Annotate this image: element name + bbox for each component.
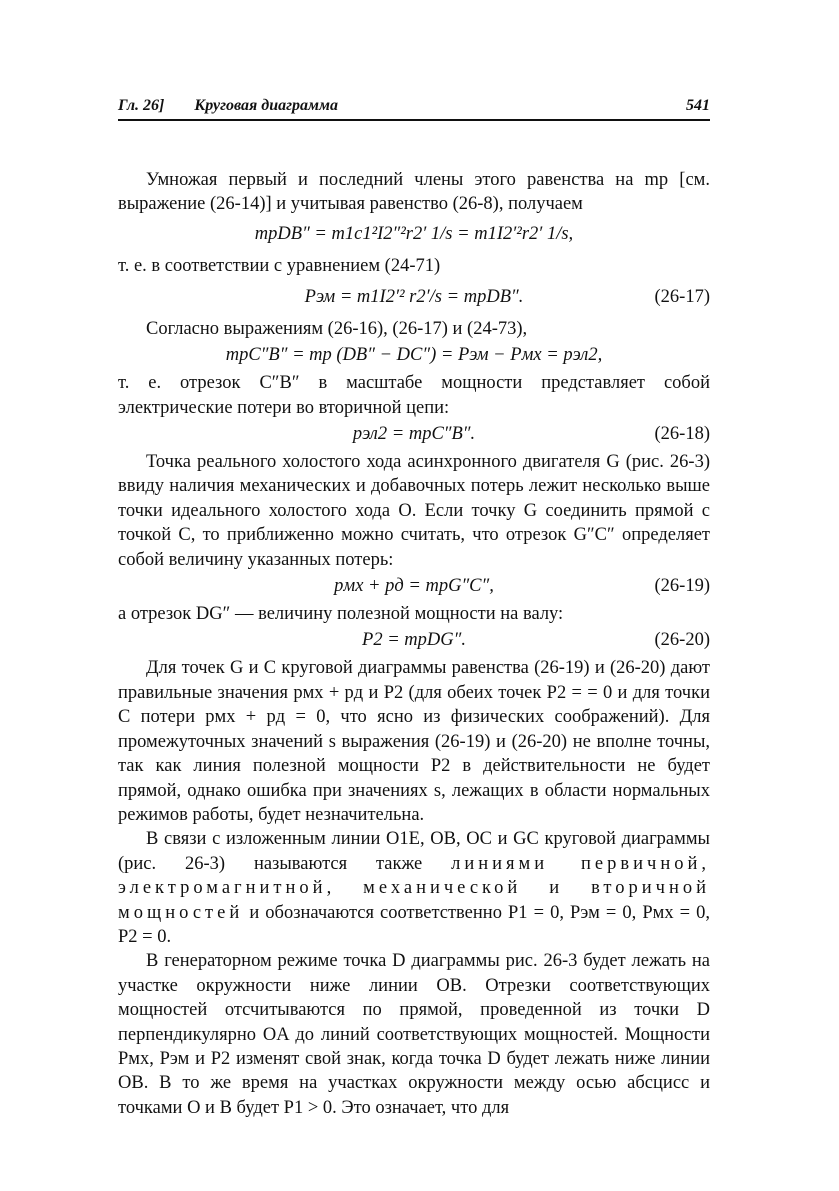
paragraph-6: а отрезок DG″ — величину полезной мощности на валу:: [118, 604, 564, 625]
equation-4: [118, 421, 710, 447]
equation-2: [118, 280, 710, 314]
paragraph-1: Умножая первый и последний члены этого равенства на mp [см. выражение (26-14)] и учитывая равенство (26-8), получаем: [118, 169, 710, 214]
paragraph-8: [118, 827, 710, 949]
equation-2-expression: Pэм = m1I2′² r2′/s = mpDB″.: [304, 286, 524, 307]
equation-5-number: (26-19): [654, 575, 710, 596]
paragraph-7: Для точек G и C круговой диаграммы равенства (26-19) и (26-20) дают правильные значения pмх + pд и P2 (для обеих точек P2 = = 0 и для точки C потери pмх + pд = 0, что ясно из физических соображений). Для промежуточных значений s выражения (26-19) и (26-20) не вполне точны, так как линия полезной мощности P2 в действительности не будет прямой, однако ошибка при значениях s, лежащих в области нормальных режимов работы, будет незначительна.: [118, 658, 710, 825]
equation-6: [118, 627, 710, 653]
paragraph-8-end: и обозначаются соответственно P1 = 0, Pэм = 0, Pмх = 0, P2 = 0.: [118, 902, 711, 947]
section-title: Круговая диаграмма: [194, 97, 338, 114]
equation-6-expression: P2 = mpDG″.: [362, 630, 466, 651]
equation-1-expression: mpDB″ = m1c1²I2″²r2′ 1/s = m1I2′²r2′ 1/s,: [254, 224, 574, 245]
page-number: 541: [686, 97, 710, 114]
equation-4-expression: pэл2 = mpC″B″.: [352, 423, 476, 444]
equation-3-expression: mpC″B″ = mp (DB″ − DC″) = Pэм − Pмх = pэл2,: [225, 345, 603, 366]
equation-4-number: (26-18): [654, 423, 710, 444]
paragraph-3: Согласно выражениям (26-16), (26-17) и (24-73),: [146, 318, 528, 339]
paragraph-8-start: В связи с изложенным линии O1E, OB, OC и GC круговой диаграммы (рис. 26-3) называются также: [118, 829, 710, 874]
equation-1: [118, 217, 710, 251]
paragraph-9: В генераторном режиме точка D диаграммы рис. 26-3 будет лежать на участке окружности ниже линии OB. Отрезки соответствующих мощностей отсчитываются по прямой, проведенной из точки D перпендикулярно OA до линий соответствующих мощностей. Мощности Pмх, Pэм и P2 изменят свой знак, когда точка D будет лежать ниже линии OB. В то же время на участках окружности между осью абсцисс и точками O и B будет P1 > 0. Это означает, что для: [118, 951, 710, 1118]
book-page: [118, 97, 710, 1120]
equation-6-number: (26-20): [654, 630, 710, 651]
paragraph-5: Точка реального холостого хода асинхронного двигателя G (рис. 26-3) ввиду наличия механических и добавочных потерь лежит несколько выше точки идеального холостого хода O. Если точку G соединить прямой с точкой C, то приближенно можно считать, что отрезок G″C″ определяет собой величину указанных потерь:: [118, 452, 710, 570]
equation-5: [118, 573, 710, 599]
running-header: [118, 97, 710, 121]
equation-5-expression: pмх + pд = mpG″C″,: [334, 575, 494, 596]
paragraph-2: т. е. в соответствии с уравнением (24-71): [118, 256, 441, 277]
header-left: [118, 97, 364, 115]
equation-3: [118, 342, 710, 368]
chapter-label: Гл. 26]: [118, 97, 165, 114]
paragraph-8-spaced-terms: линиями первичной, электромагнитной, механической и вторичной мощностей: [118, 853, 711, 923]
equation-2-number: (26-17): [654, 286, 710, 307]
paragraph-4: т. е. отрезок C″B″ в масштабе мощности представляет собой электрические потери во вторичной цепи:: [118, 373, 710, 418]
page-body: [118, 168, 710, 1121]
